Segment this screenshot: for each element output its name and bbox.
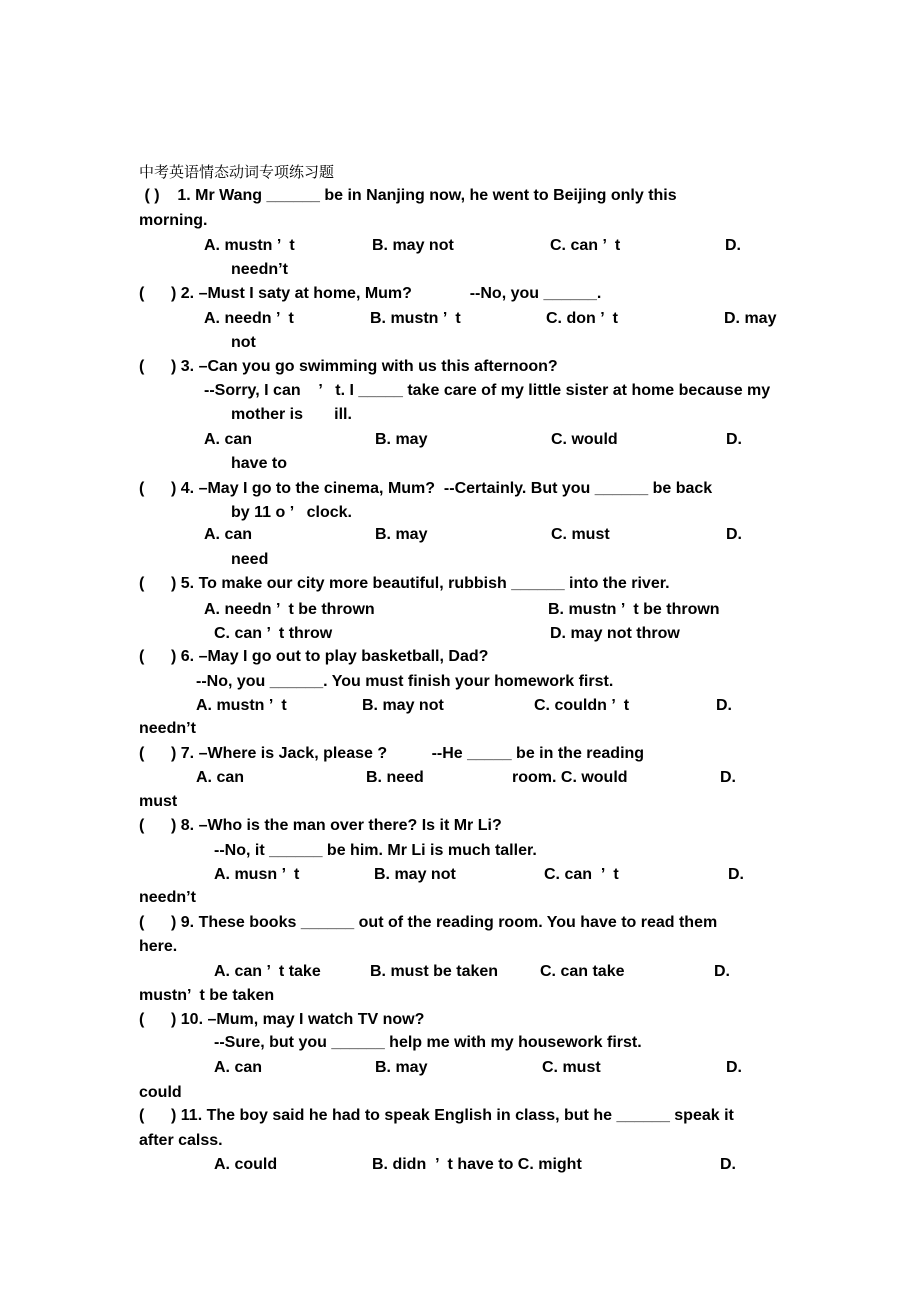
text-line-q7-a: A. can <box>196 769 245 786</box>
text-line-q2-d2: not <box>231 334 256 351</box>
text-line-q2-d: D. may <box>724 310 777 327</box>
text-line-q2-c: C. don ’ t <box>546 310 618 327</box>
text-line-q8-d2: needn’t <box>139 889 196 906</box>
text-line-q3-d: D. <box>726 431 742 448</box>
text-line-q6-c: C. couldn ’ t <box>534 697 630 714</box>
text-line-q1-cont: morning. <box>139 212 208 229</box>
text-line-q8-c: C. can ’ t <box>544 866 619 883</box>
text-line-q9: ( ) 9. These books ______ out of the reading room. You have to read them <box>139 914 718 931</box>
text-line-q10-b: --Sure, but you ______ help me with my housework first. <box>214 1034 642 1051</box>
text-line-q8-bb: B. may not <box>374 866 456 883</box>
text-line-q8-b: --No, it ______ be him. Mr Li is much taller. <box>214 842 537 859</box>
text-line-q6-b: --No, you ______. You must finish your homework first. <box>196 673 614 690</box>
text-line-q1-c: C. can ’ t <box>550 237 621 254</box>
text-line-q5-b: B. mustn ’ t be thrown <box>548 601 720 618</box>
text-line-q1-d: D. <box>725 237 741 254</box>
text-line-q7-b: B. need <box>366 769 424 786</box>
text-line-q3-c: mother is ill. <box>231 406 352 423</box>
text-line-q3-cc: C. would <box>551 431 618 448</box>
text-line-q4-c: C. must <box>551 526 610 543</box>
text-line-q10-a: A. can <box>214 1059 263 1076</box>
text-line-q6-d2: needn’t <box>139 720 196 737</box>
text-line-q2-b: B. mustn ’ t <box>370 310 461 327</box>
text-line-q1-a: A. mustn ’ t <box>204 237 295 254</box>
text-line-q1-b: B. may not <box>372 237 454 254</box>
text-line-q6-bb: B. may not <box>362 697 444 714</box>
worksheet-title: 中考英语情态动词专项练习题 <box>139 163 335 181</box>
text-line-q6: ( ) 6. –May I go out to play basketball, Dad? <box>139 648 489 665</box>
text-line-q8-a: A. musn ’ t <box>214 866 300 883</box>
text-line-q9-cont: here. <box>139 938 178 955</box>
text-line-q11: ( ) 11. The boy said he had to speak English in class, but he ______ speak it <box>139 1107 734 1124</box>
text-line-q7-d2: must <box>139 793 178 810</box>
text-line-q7-c: room. C. would <box>512 769 628 786</box>
text-line-q7-d: D. <box>720 769 736 786</box>
text-line-q1: ( ) 1. Mr Wang ______ be in Nanjing now, he went to Beijing only this <box>140 187 677 204</box>
text-line-q9-d2: mustn’ t be taken <box>139 987 275 1004</box>
text-line-q9-c: C. can take <box>540 963 625 980</box>
text-line-q4-b: B. may <box>375 526 428 543</box>
text-line-q4-d2: need <box>231 551 269 568</box>
text-line-q4-cont: by 11 o ’ clock. <box>231 504 352 521</box>
text-line-q5-c: C. can ’ t throw <box>214 625 333 642</box>
text-line-q11-a: A. could <box>214 1156 278 1173</box>
text-line-q9-b: B. must be taken <box>370 963 499 980</box>
text-line-q6-a: A. mustn ’ t <box>196 697 287 714</box>
text-line-q10: ( ) 10. –Mum, may I watch TV now? <box>139 1011 425 1028</box>
text-line-q10-d2: could <box>139 1084 182 1101</box>
text-line-q5-a: A. needn ’ t be thrown <box>204 601 375 618</box>
text-line-q6-d: D. <box>716 697 732 714</box>
text-line-q5-d: D. may not throw <box>550 625 680 642</box>
text-line-q5: ( ) 5. To make our city more beautiful, rubbish ______ into the river. <box>139 575 670 592</box>
text-line-q10-d: D. <box>726 1059 742 1076</box>
text-line-q11-cont: after calss. <box>139 1132 223 1149</box>
text-line-q8: ( ) 8. –Who is the man over there? Is it Mr Li? <box>139 817 502 834</box>
text-line-q9-a: A. can ’ t take <box>214 963 321 980</box>
text-line-q9-d: D. <box>714 963 730 980</box>
text-line-q4: ( ) 4. –May I go to the cinema, Mum? --Certainly. But you ______ be back <box>139 480 713 497</box>
text-line-q2-a: A. needn ’ t <box>204 310 294 327</box>
text-line-q7: ( ) 7. –Where is Jack, please ? --He _____ be in the reading <box>139 745 645 762</box>
text-line-q4-d: D. <box>726 526 742 543</box>
text-line-q8-d: D. <box>728 866 744 883</box>
text-line-q3-bb: B. may <box>375 431 428 448</box>
text-line-q11-d: D. <box>720 1156 736 1173</box>
text-line-q11-b: B. didn ’ t have to C. might <box>372 1156 582 1173</box>
text-line-q1-d2: needn’t <box>231 261 288 278</box>
text-line-q3: ( ) 3. –Can you go swimming with us this afternoon? <box>139 358 558 375</box>
text-line-q10-c: C. must <box>542 1059 601 1076</box>
text-line-q3-a: A. can <box>204 431 253 448</box>
text-line-q4-a: A. can <box>204 526 253 543</box>
text-line-q3-d2: have to <box>231 455 288 472</box>
text-line-q2: ( ) 2. –Must I saty at home, Mum? --No, you ______. <box>139 285 602 302</box>
text-line-q3-b: --Sorry, I can ’ t. I _____ take care of my little sister at home because my <box>204 382 771 399</box>
text-line-q10-bb: B. may <box>375 1059 428 1076</box>
